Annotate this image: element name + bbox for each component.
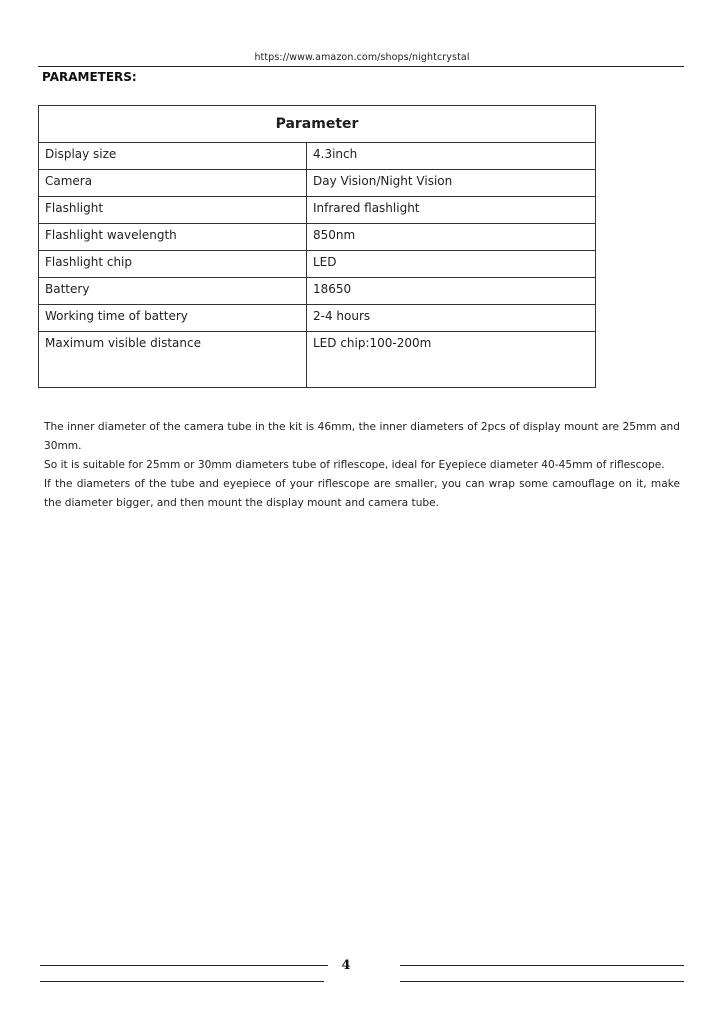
param-label: Flashlight	[39, 197, 307, 224]
paragraph: So it is suitable for 25mm or 30mm diameters tube of riflescope, ideal for Eyepiece diameter 40-45mm of riflescope.	[44, 459, 665, 471]
table-row	[39, 332, 596, 388]
parameter-table	[38, 105, 596, 388]
table-row	[39, 224, 596, 251]
param-label: Flashlight wavelength	[39, 224, 307, 251]
param-label: Display size	[39, 143, 307, 170]
table-heading: Parameter	[39, 106, 596, 143]
paragraph: If the diameters of the tube and eyepiece of your riflescope are smaller, you can wrap some camouflage on it, make the diameter bigger, and then mount the display mount and camera tube.	[44, 478, 680, 509]
param-value: LED	[307, 251, 596, 278]
param-label: Maximum visible distance	[39, 332, 307, 388]
param-value: 4.3inch	[307, 143, 596, 170]
footer-divider	[40, 981, 324, 982]
table-row	[39, 170, 596, 197]
param-label: Battery	[39, 278, 307, 305]
header-divider	[38, 66, 684, 67]
page-number: 4	[341, 958, 351, 973]
header-url: https://www.amazon.com/shops/nightcrystal	[254, 52, 470, 63]
table-row	[39, 251, 596, 278]
param-label: Camera	[39, 170, 307, 197]
param-label: Working time of battery	[39, 305, 307, 332]
param-value: Day Vision/Night Vision	[307, 170, 596, 197]
param-value: LED chip:100-200m	[307, 332, 596, 388]
footer-divider	[400, 981, 684, 982]
table-row	[39, 143, 596, 170]
section-title: PARAMETERS:	[42, 70, 137, 84]
footer-divider	[400, 965, 684, 966]
param-label: Flashlight chip	[39, 251, 307, 278]
paragraph: The inner diameter of the camera tube in the kit is 46mm, the inner diameters of 2pcs of display mount are 25mm and 30mm.	[44, 421, 680, 452]
param-value: 18650	[307, 278, 596, 305]
table-row	[39, 197, 596, 224]
description-text	[44, 418, 680, 513]
footer-divider	[40, 965, 328, 966]
table-header-row	[39, 106, 596, 143]
param-value: 2-4 hours	[307, 305, 596, 332]
table-row	[39, 305, 596, 332]
param-value: 850nm	[307, 224, 596, 251]
table-row	[39, 278, 596, 305]
param-value: Infrared flashlight	[307, 197, 596, 224]
